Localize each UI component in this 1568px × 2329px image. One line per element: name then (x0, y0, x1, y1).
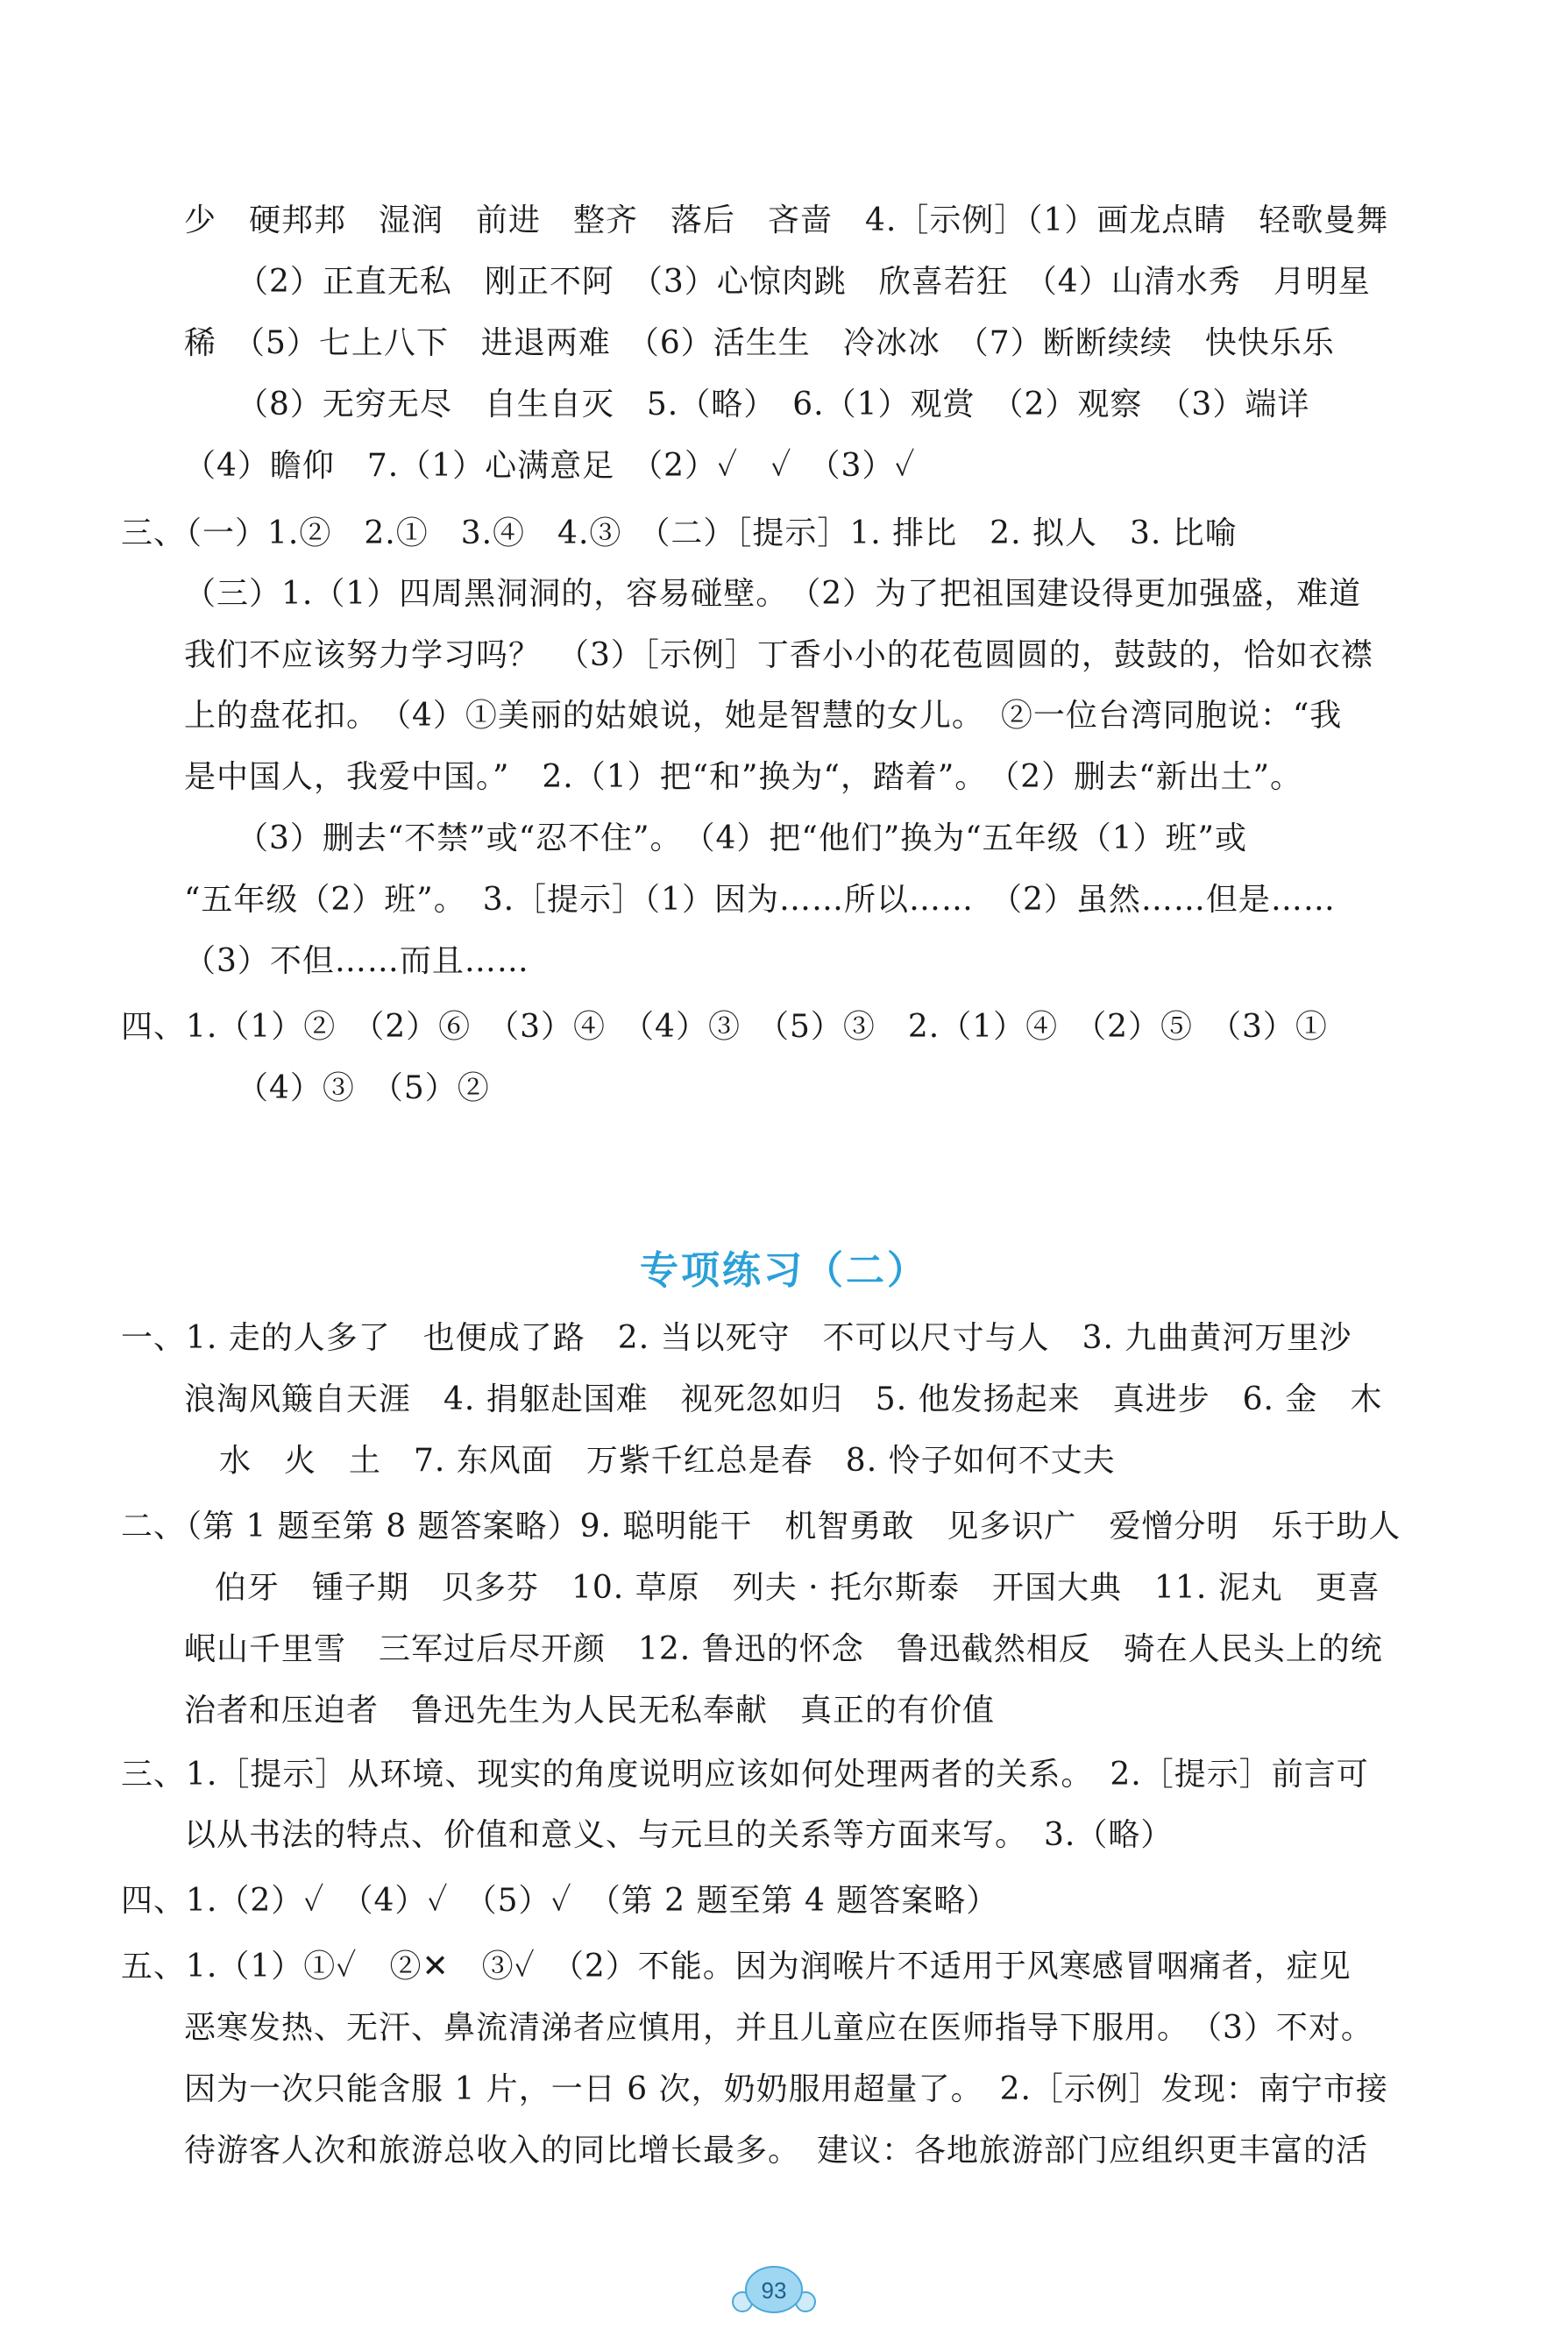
text-line: 五、1.（1）①✓ ②✕ ③✓ （2）不能。因为润喉片不适用于风寒感冒咽痛者，症见 (121, 1949, 1352, 1985)
text-line: 水 火 土 7. 东风面 万紫千红总是春 8. 怜子如何不丈夫 (219, 1443, 1116, 1479)
text-line: 伯牙 锺子期 贝多芬 10. 草原 列夫 · 托尔斯泰 开国大典 11. 泥丸 更喜 (215, 1570, 1380, 1606)
text-line: 少 硬邦邦 湿润 前进 整齐 落后 吝啬 4.［示例］（1）画龙点睛 轻歌曼舞 (184, 202, 1389, 238)
text-line: （三）1.（1）四周黑洞洞的，容易碰壁。 （2）为了把祖国建设得更加强盛，难道 (184, 576, 1362, 612)
text-line: 二、（第 1 题至第 8 题答案略）9. 聪明能干 机智勇敢 见多识广 爱憎分明 乐于助人 (121, 1509, 1401, 1544)
text-line: 一、1. 走的人多了 也便成了路 2. 当以死守 不可以尺寸与人 3. 九曲黄河万里沙 (121, 1320, 1352, 1356)
text-line: 因为一次只能含服 1 片，一日 6 次，奶奶服用超量了。 2.［示例］发现：南宁市接 (184, 2071, 1388, 2107)
text-line: 三、1.［提示］从环境、现实的角度说明应该如何处理两者的关系。 2.［提示］前言可 (121, 1757, 1369, 1793)
text-line: 我们不应该努力学习吗？ （3）［示例］丁香小小的花苞圆圆的，鼓鼓的，恰如衣襟 (184, 637, 1373, 673)
text-line: 以从书法的特点、价值和意义、与元旦的关系等方面来写。 3.（略） (184, 1817, 1174, 1853)
text-line: 四、1.（2）✓ （4）✓ （5）✓ （第 2 题至第 4 题答案略） (121, 1883, 999, 1919)
text-line: 恶寒发热、无汗、鼻流清涕者应慎用，并且儿童应在医师指导下服用。 （3）不对。 (184, 2010, 1373, 2046)
page-number: 93 (761, 2277, 787, 2304)
text-line: （2）正直无私 刚正不阿 （3）心惊肉跳 欣喜若狂 （4）山清水秀 月明星 (237, 264, 1371, 300)
section-title: 专项练习（二） (640, 1248, 928, 1293)
text-line: （3）不但……而且…… (184, 943, 529, 979)
page-number-bubble-icon (730, 2262, 818, 2321)
text-line: 治者和压迫者 鲁迅先生为人民无私奉献 真正的有价值 (184, 1693, 996, 1729)
text-line: 三、（一）1.② 2.① 3.④ 4.③ （二）［提示］1. 排比 2. 拟人 3. 比喻 (121, 515, 1238, 551)
text-line: （3）删去“不禁”或“忍不住”。 （4）把“他们”换为“五年级（1）班”或 (237, 820, 1247, 856)
text-line: 四、1.（1）② （2）⑥ （3）④ （4）③ （5）③ 2.（1）④ （2）⑤ （3）① (121, 1009, 1328, 1045)
page-number-badge (730, 2262, 818, 2321)
text-line: “五年级（2）班”。 3.［提示］（1）因为……所以…… （2）虽然……但是…… (184, 882, 1336, 918)
text-line: （8）无穷无尽 自生自灭 5.（略） 6.（1）观赏 （2）观察 （3）端详 (237, 387, 1310, 422)
text-line: （4）③ （5）② (237, 1070, 490, 1106)
text-line: 上的盘花扣。 （4）①美丽的姑娘说，她是智慧的女儿。 ②一位台湾同胞说：“我 (184, 698, 1343, 734)
text-line: 岷山千里雪 三军过后尽开颜 12. 鲁迅的怀念 鲁迅截然相反 骑在人民头上的统 (184, 1631, 1383, 1667)
text-line: 是中国人，我爱中国。” 2.（1）把“和”换为“，踏着”。 （2）删去“新出土”。 (184, 759, 1302, 795)
text-line: （4）瞻仰 7.（1）心满意足 （2）✓ ✓ （3）✓ (184, 448, 916, 484)
text-line: 稀 （5）七上八下 进退两难 （6）活生生 冷冰冰 （7）断断续续 快快乐乐 (184, 325, 1335, 361)
text-line: 待游客人次和旅游总收入的同比增长最多。 建议：各地旅游部门应组织更丰富的活 (184, 2133, 1369, 2169)
text-line: 浪淘风簸自天涯 4. 捐躯赴国难 视死忽如归 5. 他发扬起来 真进步 6. 金 木 (184, 1381, 1383, 1417)
